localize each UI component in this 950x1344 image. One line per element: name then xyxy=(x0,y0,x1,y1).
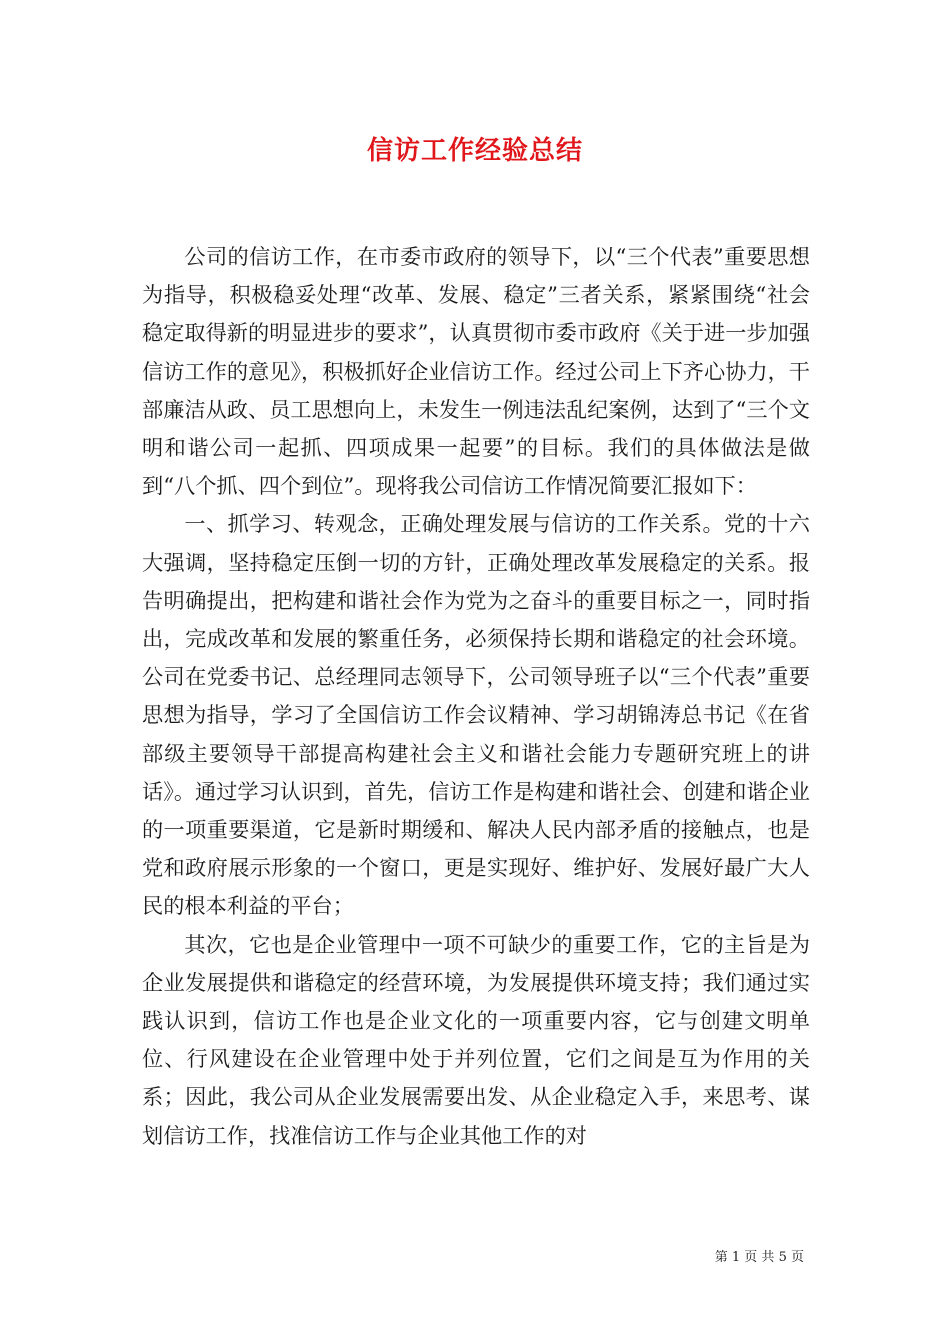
page-number-footer xyxy=(715,1246,804,1265)
document-body xyxy=(142,238,810,1155)
paragraph-secondly: 其次，它也是企业管理中一项不可缺少的重要工作，它的主旨是为企业发展提供和谐稳定的经营环境，为发展提供环境支持；我们通过实践认识到，信访工作也是企业文化的一项重要内容，它与创建文明单位、行风建设在企业管理中处于并列位置，它们之间是互为作用的关系；因此，我公司从企业发展需要出发、从企业稳定入手，来思考、谋划信访工作，找准信访工作与企业其他工作的对 xyxy=(142,931,810,1148)
document-title: 信访工作经验总结 xyxy=(366,136,583,166)
current-page-number: 1 xyxy=(731,1250,741,1265)
page-label-prefix: 第 xyxy=(714,1250,728,1265)
paragraph-intro: 公司的信访工作，在市委市政府的领导下，以“三个代表”重要思想为指导，积极稳妥处理“改革、发展、稳定”三者关系，紧紧围绕“社会稳定取得新的明显进步的要求”，认真贯彻市委市政府《关于进一步加强信访工作的意见》，积极抓好企业信访工作。经过公司上下齐心协力，干部廉洁从政、员工思想向上，未发生一例违法乱纪案例，达到了“三个文明和谐公司一起抓、四项成果一起要”的目标。我们的具体做法是做到“八个抓、四个到位”。现将我公司信访工作情况简要汇报如下： xyxy=(142,244,810,499)
page-label-middle: 页 共 xyxy=(744,1250,775,1265)
total-pages-number: 5 xyxy=(778,1250,787,1265)
paragraph-section-one: 一、抓学习、转观念，正确处理发展与信访的工作关系。党的十六大强调，坚持稳定压倒一切的方针，正确处理改革发展稳定的关系。报告明确提出，把构建和谐社会作为党为之奋斗的重要目标之一，同时指出，完成改革和发展的繁重任务，必须保持长期和谐稳定的社会环境。公司在党委书记、总经理同志领导下，公司领导班子以“三个代表”重要思想为指导，学习了全国信访工作会议精神、学习胡锦涛总书记《在省部级主要领导干部提高构建社会主义和谐社会能力专题研究班上的讲话》。通过学习认识到，首先，信访工作是构建和谐社会、创建和谐企业的一项重要渠道，它是新时期缓和、解决人民内部矛盾的接触点，也是党和政府展示形象的一个窗口，更是实现好、维护好、发展好最广大人民的根本利益的平台； xyxy=(142,511,810,919)
page-label-suffix: 页 xyxy=(790,1250,804,1265)
